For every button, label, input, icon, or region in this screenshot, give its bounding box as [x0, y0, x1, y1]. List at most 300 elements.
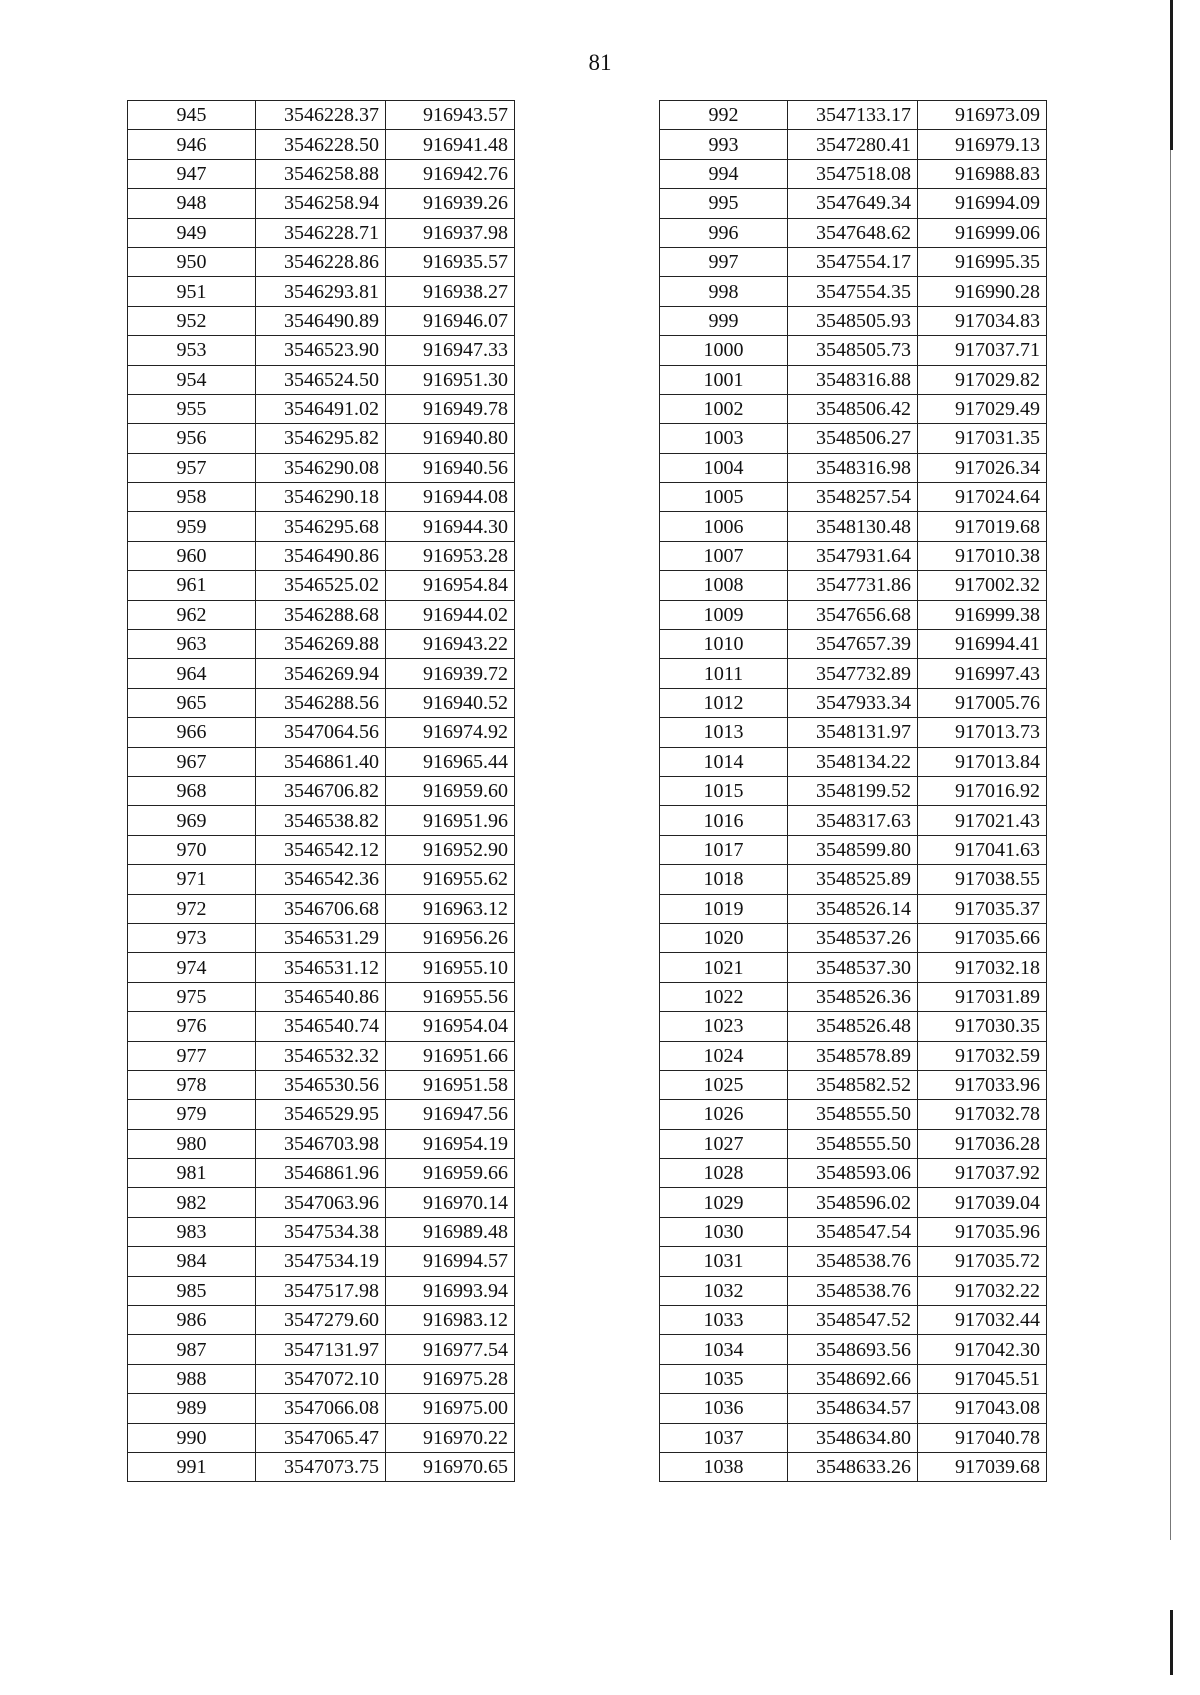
point-number-cell: 1014 [660, 747, 788, 776]
table-row [128, 894, 515, 923]
page-number: 81 [588, 50, 612, 75]
y-coordinate-cell: 916995.35 [918, 247, 1047, 276]
table-row [128, 923, 515, 952]
x-coordinate-cell: 3548537.30 [788, 953, 918, 982]
x-coordinate-cell: 3546531.29 [256, 923, 386, 952]
x-coordinate-cell: 3548692.66 [788, 1364, 918, 1393]
point-number-cell: 989 [128, 1394, 256, 1423]
point-number-cell: 977 [128, 1041, 256, 1070]
point-number-cell: 955 [128, 394, 256, 423]
point-number-cell: 958 [128, 483, 256, 512]
x-coordinate-cell: 3548131.97 [788, 718, 918, 747]
y-coordinate-cell: 917039.04 [918, 1188, 1047, 1217]
y-coordinate-cell: 917040.78 [918, 1423, 1047, 1452]
table-row [660, 1335, 1047, 1364]
x-coordinate-cell: 3546269.88 [256, 630, 386, 659]
point-number-cell: 993 [660, 130, 788, 159]
table-row [660, 894, 1047, 923]
y-coordinate-cell: 916994.57 [386, 1247, 515, 1276]
point-number-cell: 953 [128, 336, 256, 365]
y-coordinate-cell: 916953.28 [386, 541, 515, 570]
scan-edge-mark [1170, 1610, 1173, 1675]
x-coordinate-cell: 3548526.14 [788, 894, 918, 923]
point-number-cell: 1024 [660, 1041, 788, 1070]
x-coordinate-cell: 3546524.50 [256, 365, 386, 394]
point-number-cell: 983 [128, 1217, 256, 1246]
x-coordinate-cell: 3548199.52 [788, 776, 918, 805]
x-coordinate-cell: 3548505.93 [788, 306, 918, 335]
table-row [660, 953, 1047, 982]
y-coordinate-cell: 916988.83 [918, 159, 1047, 188]
x-coordinate-cell: 3546538.82 [256, 806, 386, 835]
table-row [128, 1159, 515, 1188]
x-coordinate-cell: 3548547.52 [788, 1306, 918, 1335]
point-number-cell: 1033 [660, 1306, 788, 1335]
point-number-cell: 1006 [660, 512, 788, 541]
table-row [660, 865, 1047, 894]
y-coordinate-cell: 916973.09 [918, 101, 1047, 130]
x-coordinate-cell: 3548599.80 [788, 835, 918, 864]
y-coordinate-cell: 916944.02 [386, 600, 515, 629]
y-coordinate-cell: 916947.56 [386, 1100, 515, 1129]
y-coordinate-cell: 916944.30 [386, 512, 515, 541]
y-coordinate-cell: 917038.55 [918, 865, 1047, 894]
point-number-cell: 973 [128, 923, 256, 952]
table-row [128, 1452, 515, 1481]
table-row [128, 600, 515, 629]
table-row [660, 1306, 1047, 1335]
point-number-cell: 960 [128, 541, 256, 570]
x-coordinate-cell: 3546525.02 [256, 571, 386, 600]
table-row [660, 982, 1047, 1011]
table-row [660, 630, 1047, 659]
x-coordinate-cell: 3547066.08 [256, 1394, 386, 1423]
point-number-cell: 978 [128, 1070, 256, 1099]
table-row [128, 336, 515, 365]
table-row [660, 1188, 1047, 1217]
point-number-cell: 974 [128, 953, 256, 982]
point-number-cell: 985 [128, 1276, 256, 1305]
table-row [660, 130, 1047, 159]
y-coordinate-cell: 917029.49 [918, 394, 1047, 423]
table-row [128, 1217, 515, 1246]
table-row [660, 247, 1047, 276]
point-number-cell: 959 [128, 512, 256, 541]
x-coordinate-cell: 3548634.57 [788, 1394, 918, 1423]
y-coordinate-cell: 917031.89 [918, 982, 1047, 1011]
y-coordinate-cell: 916941.48 [386, 130, 515, 159]
table-row [660, 1129, 1047, 1158]
y-coordinate-cell: 916940.56 [386, 453, 515, 482]
point-number-cell: 1023 [660, 1012, 788, 1041]
y-coordinate-cell: 916954.19 [386, 1129, 515, 1158]
x-coordinate-cell: 3548316.98 [788, 453, 918, 482]
table-row [660, 1012, 1047, 1041]
y-coordinate-cell: 916952.90 [386, 835, 515, 864]
point-number-cell: 1011 [660, 659, 788, 688]
x-coordinate-cell: 3546290.18 [256, 483, 386, 512]
x-coordinate-cell: 3547133.17 [788, 101, 918, 130]
x-coordinate-cell: 3548134.22 [788, 747, 918, 776]
y-coordinate-cell: 916959.66 [386, 1159, 515, 1188]
point-number-cell: 991 [128, 1452, 256, 1481]
y-coordinate-cell: 916937.98 [386, 218, 515, 247]
x-coordinate-cell: 3548257.54 [788, 483, 918, 512]
table-row [660, 659, 1047, 688]
point-number-cell: 982 [128, 1188, 256, 1217]
coordinate-table-right [659, 100, 1047, 1482]
y-coordinate-cell: 916951.30 [386, 365, 515, 394]
point-number-cell: 1015 [660, 776, 788, 805]
table-row [128, 1335, 515, 1364]
y-coordinate-cell: 916979.13 [918, 130, 1047, 159]
x-coordinate-cell: 3546295.68 [256, 512, 386, 541]
table-row [660, 1100, 1047, 1129]
y-coordinate-cell: 916999.38 [918, 600, 1047, 629]
point-number-cell: 970 [128, 835, 256, 864]
x-coordinate-cell: 3548582.52 [788, 1070, 918, 1099]
x-coordinate-cell: 3546532.32 [256, 1041, 386, 1070]
table-row [660, 776, 1047, 805]
y-coordinate-cell: 917016.92 [918, 776, 1047, 805]
y-coordinate-cell: 916935.57 [386, 247, 515, 276]
x-coordinate-cell: 3546293.81 [256, 277, 386, 306]
y-coordinate-cell: 917010.38 [918, 541, 1047, 570]
x-coordinate-cell: 3546258.88 [256, 159, 386, 188]
point-number-cell: 971 [128, 865, 256, 894]
point-number-cell: 988 [128, 1364, 256, 1393]
y-coordinate-cell: 916944.08 [386, 483, 515, 512]
y-coordinate-cell: 916956.26 [386, 923, 515, 952]
x-coordinate-cell: 3548317.63 [788, 806, 918, 835]
y-coordinate-cell: 917013.73 [918, 718, 1047, 747]
x-coordinate-cell: 3548537.26 [788, 923, 918, 952]
x-coordinate-cell: 3546529.95 [256, 1100, 386, 1129]
x-coordinate-cell: 3547073.75 [256, 1452, 386, 1481]
x-coordinate-cell: 3548555.50 [788, 1129, 918, 1158]
x-coordinate-cell: 3547554.35 [788, 277, 918, 306]
x-coordinate-cell: 3546861.96 [256, 1159, 386, 1188]
point-number-cell: 1010 [660, 630, 788, 659]
x-coordinate-cell: 3548555.50 [788, 1100, 918, 1129]
scan-edge-mark [1170, 150, 1171, 1540]
x-coordinate-cell: 3547534.38 [256, 1217, 386, 1246]
table-row [660, 718, 1047, 747]
table-row [128, 394, 515, 423]
point-number-cell: 1000 [660, 336, 788, 365]
x-coordinate-cell: 3548525.89 [788, 865, 918, 894]
x-coordinate-cell: 3548506.42 [788, 394, 918, 423]
table-row [660, 1394, 1047, 1423]
table-row [128, 453, 515, 482]
y-coordinate-cell: 916965.44 [386, 747, 515, 776]
y-coordinate-cell: 916955.10 [386, 953, 515, 982]
point-number-cell: 975 [128, 982, 256, 1011]
x-coordinate-cell: 3548316.88 [788, 365, 918, 394]
y-coordinate-cell: 917032.59 [918, 1041, 1047, 1070]
y-coordinate-cell: 916970.65 [386, 1452, 515, 1481]
table-row [128, 218, 515, 247]
table-row [660, 424, 1047, 453]
x-coordinate-cell: 3548526.36 [788, 982, 918, 1011]
table-row [660, 101, 1047, 130]
table-row [660, 747, 1047, 776]
table-row [660, 571, 1047, 600]
x-coordinate-cell: 3547064.56 [256, 718, 386, 747]
x-coordinate-cell: 3548593.06 [788, 1159, 918, 1188]
y-coordinate-cell: 916970.14 [386, 1188, 515, 1217]
y-coordinate-cell: 916994.41 [918, 630, 1047, 659]
table-row [128, 718, 515, 747]
y-coordinate-cell: 917002.32 [918, 571, 1047, 600]
table-row [660, 1041, 1047, 1070]
table-row [128, 306, 515, 335]
y-coordinate-cell: 917037.71 [918, 336, 1047, 365]
x-coordinate-cell: 3548506.27 [788, 424, 918, 453]
y-coordinate-cell: 916951.96 [386, 806, 515, 835]
table-row [660, 806, 1047, 835]
point-number-cell: 1012 [660, 688, 788, 717]
table-row [660, 336, 1047, 365]
point-number-cell: 1027 [660, 1129, 788, 1158]
table-row [660, 1070, 1047, 1099]
y-coordinate-cell: 916938.27 [386, 277, 515, 306]
table-row [660, 159, 1047, 188]
y-coordinate-cell: 917032.22 [918, 1276, 1047, 1305]
point-number-cell: 997 [660, 247, 788, 276]
y-coordinate-cell: 916997.43 [918, 659, 1047, 688]
point-number-cell: 946 [128, 130, 256, 159]
point-number-cell: 1017 [660, 835, 788, 864]
y-coordinate-cell: 917021.43 [918, 806, 1047, 835]
point-number-cell: 1031 [660, 1247, 788, 1276]
y-coordinate-cell: 916955.62 [386, 865, 515, 894]
y-coordinate-cell: 916977.54 [386, 1335, 515, 1364]
y-coordinate-cell: 916943.22 [386, 630, 515, 659]
point-number-cell: 1029 [660, 1188, 788, 1217]
table-row [660, 688, 1047, 717]
table-row [128, 1129, 515, 1158]
point-number-cell: 1005 [660, 483, 788, 512]
x-coordinate-cell: 3548596.02 [788, 1188, 918, 1217]
table-row [128, 277, 515, 306]
y-coordinate-cell: 917042.30 [918, 1335, 1047, 1364]
point-number-cell: 957 [128, 453, 256, 482]
point-number-cell: 987 [128, 1335, 256, 1364]
point-number-cell: 1035 [660, 1364, 788, 1393]
table-row [128, 1247, 515, 1276]
y-coordinate-cell: 916999.06 [918, 218, 1047, 247]
x-coordinate-cell: 3547518.08 [788, 159, 918, 188]
table-row [660, 835, 1047, 864]
y-coordinate-cell: 916994.09 [918, 189, 1047, 218]
x-coordinate-cell: 3548693.56 [788, 1335, 918, 1364]
x-coordinate-cell: 3546258.94 [256, 189, 386, 218]
y-coordinate-cell: 916940.52 [386, 688, 515, 717]
y-coordinate-cell: 916974.92 [386, 718, 515, 747]
x-coordinate-cell: 3546228.50 [256, 130, 386, 159]
x-coordinate-cell: 3546288.56 [256, 688, 386, 717]
x-coordinate-cell: 3546703.98 [256, 1129, 386, 1158]
x-coordinate-cell: 3547731.86 [788, 571, 918, 600]
point-number-cell: 992 [660, 101, 788, 130]
point-number-cell: 1028 [660, 1159, 788, 1188]
x-coordinate-cell: 3546706.68 [256, 894, 386, 923]
table-row [660, 483, 1047, 512]
point-number-cell: 994 [660, 159, 788, 188]
point-number-cell: 947 [128, 159, 256, 188]
x-coordinate-cell: 3548526.48 [788, 1012, 918, 1041]
table-row [128, 982, 515, 1011]
y-coordinate-cell: 916940.80 [386, 424, 515, 453]
x-coordinate-cell: 3547279.60 [256, 1306, 386, 1335]
point-number-cell: 1020 [660, 923, 788, 952]
table-row [128, 1394, 515, 1423]
point-number-cell: 951 [128, 277, 256, 306]
x-coordinate-cell: 3547649.34 [788, 189, 918, 218]
y-coordinate-cell: 917005.76 [918, 688, 1047, 717]
point-number-cell: 1002 [660, 394, 788, 423]
coordinate-table-left [127, 100, 515, 1482]
y-coordinate-cell: 916983.12 [386, 1306, 515, 1335]
table-row [128, 365, 515, 394]
scan-edge-mark [1170, 0, 1173, 150]
table-row [660, 394, 1047, 423]
table-row [128, 424, 515, 453]
x-coordinate-cell: 3546288.68 [256, 600, 386, 629]
table-row [128, 1070, 515, 1099]
point-number-cell: 965 [128, 688, 256, 717]
y-coordinate-cell: 916943.57 [386, 101, 515, 130]
table-row [660, 1247, 1047, 1276]
y-coordinate-cell: 917032.78 [918, 1100, 1047, 1129]
x-coordinate-cell: 3546490.86 [256, 541, 386, 570]
point-number-cell: 1004 [660, 453, 788, 482]
table-row [660, 1364, 1047, 1393]
table-row [128, 1100, 515, 1129]
y-coordinate-cell: 917035.72 [918, 1247, 1047, 1276]
point-number-cell: 1016 [660, 806, 788, 835]
y-coordinate-cell: 916955.56 [386, 982, 515, 1011]
point-number-cell: 999 [660, 306, 788, 335]
table-row [128, 1012, 515, 1041]
y-coordinate-cell: 916946.07 [386, 306, 515, 335]
x-coordinate-cell: 3546269.94 [256, 659, 386, 688]
table-row [128, 806, 515, 835]
table-row [128, 953, 515, 982]
x-coordinate-cell: 3547657.39 [788, 630, 918, 659]
x-coordinate-cell: 3547517.98 [256, 1276, 386, 1305]
y-coordinate-cell: 917026.34 [918, 453, 1047, 482]
x-coordinate-cell: 3547931.64 [788, 541, 918, 570]
x-coordinate-cell: 3546530.56 [256, 1070, 386, 1099]
table-row [128, 1364, 515, 1393]
table-row [128, 1188, 515, 1217]
table-row [128, 1276, 515, 1305]
point-number-cell: 984 [128, 1247, 256, 1276]
y-coordinate-cell: 916942.76 [386, 159, 515, 188]
x-coordinate-cell: 3547933.34 [788, 688, 918, 717]
x-coordinate-cell: 3548505.73 [788, 336, 918, 365]
x-coordinate-cell: 3548538.76 [788, 1247, 918, 1276]
x-coordinate-cell: 3546706.82 [256, 776, 386, 805]
y-coordinate-cell: 917035.96 [918, 1217, 1047, 1246]
x-coordinate-cell: 3547554.17 [788, 247, 918, 276]
x-coordinate-cell: 3546490.89 [256, 306, 386, 335]
table-row [660, 189, 1047, 218]
y-coordinate-cell: 917045.51 [918, 1364, 1047, 1393]
x-coordinate-cell: 3548130.48 [788, 512, 918, 541]
point-number-cell: 1019 [660, 894, 788, 923]
y-coordinate-cell: 916959.60 [386, 776, 515, 805]
x-coordinate-cell: 3546542.12 [256, 835, 386, 864]
point-number-cell: 949 [128, 218, 256, 247]
x-coordinate-cell: 3548538.76 [788, 1276, 918, 1305]
point-number-cell: 979 [128, 1100, 256, 1129]
y-coordinate-cell: 916954.84 [386, 571, 515, 600]
x-coordinate-cell: 3548634.80 [788, 1423, 918, 1452]
point-number-cell: 990 [128, 1423, 256, 1452]
table-row [128, 865, 515, 894]
table-row [660, 453, 1047, 482]
x-coordinate-cell: 3546540.74 [256, 1012, 386, 1041]
x-coordinate-cell: 3546295.82 [256, 424, 386, 453]
y-coordinate-cell: 916989.48 [386, 1217, 515, 1246]
y-coordinate-cell: 917032.44 [918, 1306, 1047, 1335]
point-number-cell: 1030 [660, 1217, 788, 1246]
y-coordinate-cell: 917036.28 [918, 1129, 1047, 1158]
y-coordinate-cell: 917032.18 [918, 953, 1047, 982]
y-coordinate-cell: 916951.58 [386, 1070, 515, 1099]
point-number-cell: 1003 [660, 424, 788, 453]
point-number-cell: 950 [128, 247, 256, 276]
table-row [128, 659, 515, 688]
y-coordinate-cell: 916963.12 [386, 894, 515, 923]
x-coordinate-cell: 3548547.54 [788, 1217, 918, 1246]
y-coordinate-cell: 916951.66 [386, 1041, 515, 1070]
table-row [660, 306, 1047, 335]
y-coordinate-cell: 917024.64 [918, 483, 1047, 512]
table-row [128, 1423, 515, 1452]
point-number-cell: 1032 [660, 1276, 788, 1305]
point-number-cell: 976 [128, 1012, 256, 1041]
y-coordinate-cell: 916990.28 [918, 277, 1047, 306]
table-row [660, 512, 1047, 541]
y-coordinate-cell: 917019.68 [918, 512, 1047, 541]
point-number-cell: 981 [128, 1159, 256, 1188]
point-number-cell: 1021 [660, 953, 788, 982]
y-coordinate-cell: 916939.72 [386, 659, 515, 688]
y-coordinate-cell: 917013.84 [918, 747, 1047, 776]
y-coordinate-cell: 917043.08 [918, 1394, 1047, 1423]
point-number-cell: 980 [128, 1129, 256, 1158]
table-row [660, 1276, 1047, 1305]
point-number-cell: 963 [128, 630, 256, 659]
table-row [128, 571, 515, 600]
x-coordinate-cell: 3547534.19 [256, 1247, 386, 1276]
point-number-cell: 969 [128, 806, 256, 835]
y-coordinate-cell: 917030.35 [918, 1012, 1047, 1041]
point-number-cell: 1036 [660, 1394, 788, 1423]
point-number-cell: 1026 [660, 1100, 788, 1129]
point-number-cell: 1037 [660, 1423, 788, 1452]
table-row [128, 483, 515, 512]
x-coordinate-cell: 3548578.89 [788, 1041, 918, 1070]
x-coordinate-cell: 3546290.08 [256, 453, 386, 482]
table-row [660, 600, 1047, 629]
point-number-cell: 967 [128, 747, 256, 776]
point-number-cell: 972 [128, 894, 256, 923]
